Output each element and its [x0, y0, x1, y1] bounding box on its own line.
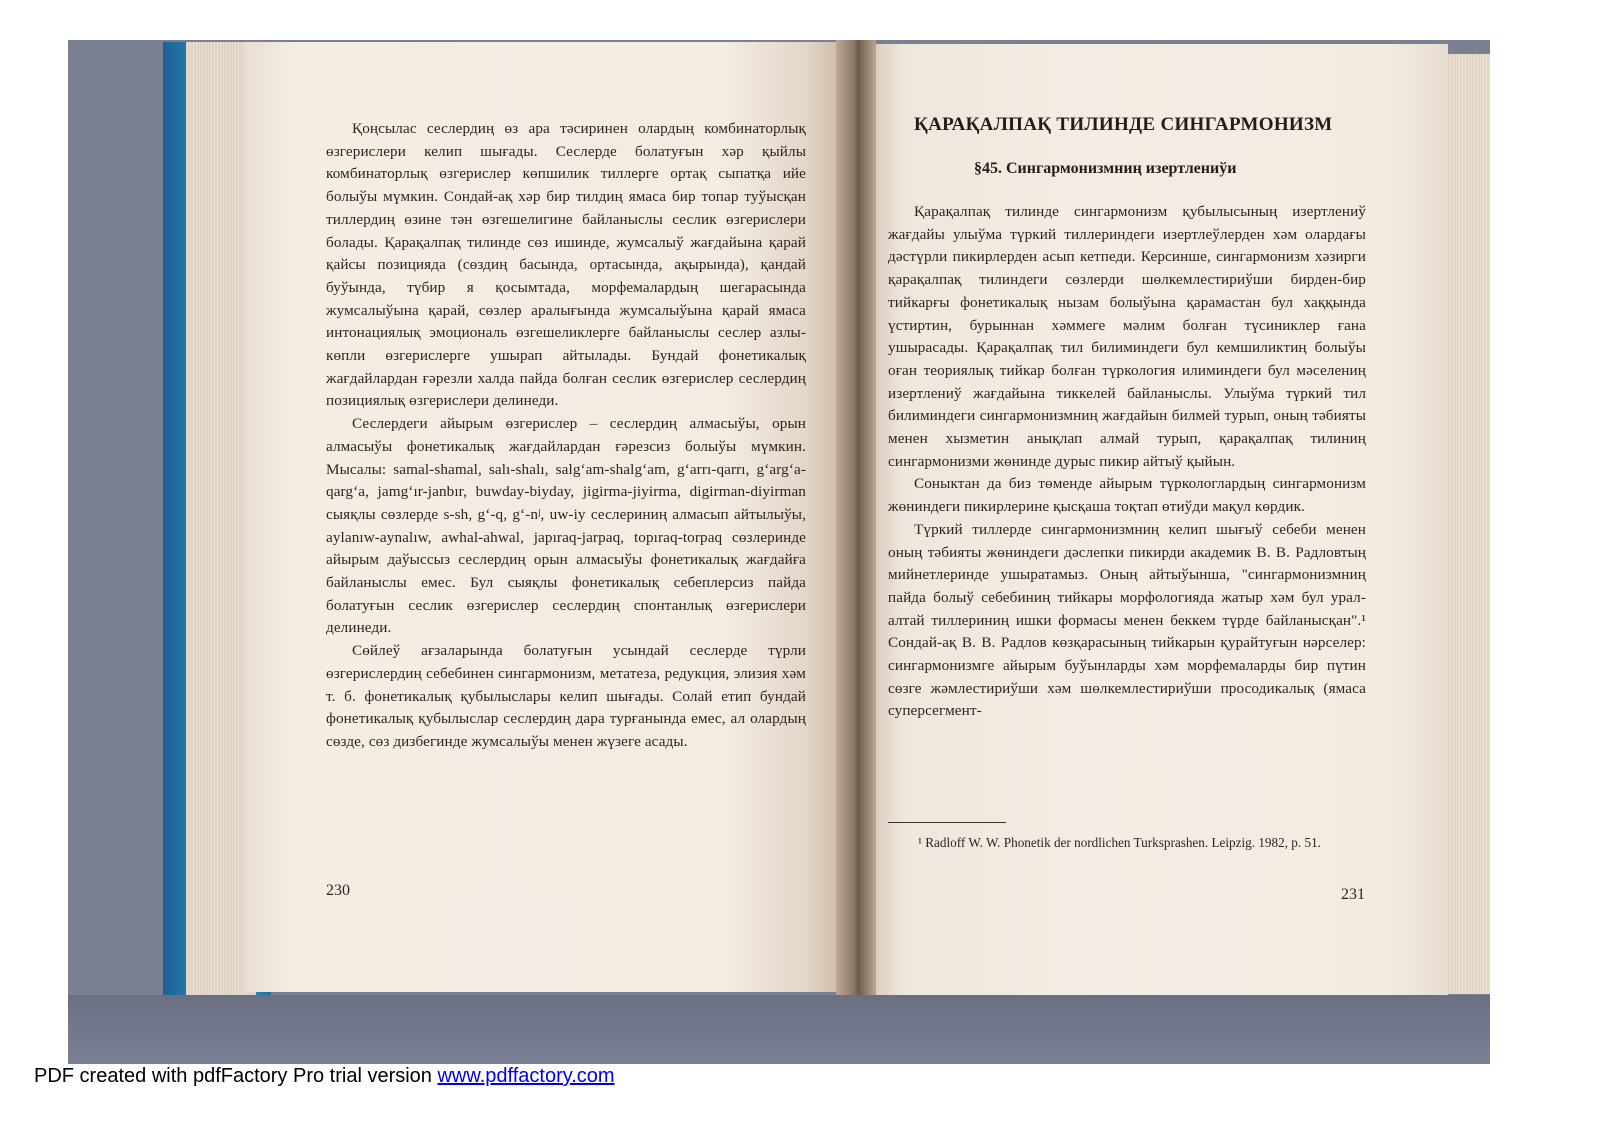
paragraph: Түркий тиллерде сингармонизмниң келип шығыў себеби менен оның тәбияты жөниндеги дәслепки пикирди академик В. В. Радловтың мийнетлеринде ушыратамыз. Оның айтыўынша, "сингармонизмниң пайда болыў себебиниң тийкары морфологияда жатыр хәм бул урал-алтай тиллериниң ишки формасы менен беккем түрде байланысқан".¹ Сондай-ақ В. В. Радлов көзқарасының тийкарын қурайтуғын нәрселер: сингармонизмге айырым буўынларды хәм морфемаларды бир пүтин сөзге жәмлестириўши хәм шөлкемлестириўши просодикалық (ямаса суперсегмент- [888, 520, 1366, 720]
footnote-rule [888, 822, 1006, 823]
paragraph: Қарақалпақ тилинде сингармонизм қубылысының изертлениў жағдайы улыўма түркий тиллериндеги изертлеўлерден хәм олардағы дәстүрли пикирлерден асып кетпеди. Керсинше, сингармонизм хәзирги қарақалпақ тилиндеги сөзлерди шөлкемлестириўши бирден-бир тийкарғы фонетикалық нызам болыўына қарамастан бул хаққында үстиртин, бурыннан хәммеге мәлим болған түсиниклер ғана ушырасады. Қарақалпақ тил билиминдеги бул кемшиликтиң болыўы оған теориялық тийкар болған түркология илиминдеги бул мәселениң изертлениў жағдайына тиккелей байланыслы. Улыўма түркий тил билиминдеги сингармонизмниң жағдайын билмей турып, оның тәбияты менен хызметин анықлап алмай турып, қарақалпақ тилиниң сингармонизми жөнинде дурыс пикир айтыў қыйын. [888, 203, 1366, 470]
book-gutter [836, 40, 876, 1002]
scan-background [68, 995, 1490, 1064]
paragraph: Қоңсылас сеслердиң өз ара тәсиринен олардың комбинаторлық өзгерислери келип шығады. Сеслерде болатуғын хәр қыйлы комбинаторлық өзгерислер көпшилик тиллерге ортақ сыпатқа ийе болыўы мүмкин. Сондай-ақ хәр бир тилдиң ямаса бир топар туўысқан тиллердиң өзине тән өзгешелигине байланыслы сеслик өзгерислери болады. Қарақалпақ тилинде сөз ишинде, жумсалыў жағдайына қарай қайсы позицияда (сөздиң басында, ортасында, ақырында), қандай буўында, түбир я қосымтада, морфемалардың шегарасында жумсалыўына қарай, сөзлер аралығында жумсалыўына қарай ямаса интонациялық эмоциональ өзгешеликлерге байланыслы сеслер азлы-көпли өзгерислерге ушырап айтылады. Бундай фонетикалық жағдайлардан ғәрезли халда пайда болған сеслик өзгерислер сеслердиң позициялық өзгерислери делинеди. [326, 120, 806, 410]
left-page-body [326, 118, 806, 754]
footer-text: PDF created with pdfFactory Pro trial version [34, 1065, 438, 1087]
chapter-title: ҚАРАҚАЛПАҚ ТИЛИНДЕ СИНГАРМОНИЗМ [914, 114, 1333, 135]
footnote: ¹ Radloff W. W. Phonetik der nordlichen Turksprashen. Leipzig. 1982, p. 51. [918, 835, 1321, 850]
pdf-footer [34, 1065, 615, 1088]
pdffactory-link[interactable]: www.pdffactory.com [437, 1065, 615, 1087]
paragraph: Сөйлеў ағзаларында болатуғын усындай сеслерде түрли өзгерислердиң себебинен сингармонизм, метатеза, редукция, элизия хәм т. б. фонетикалық қубылыслары келип шығады. Солай етип бундай фонетикалық қубылыслар сеслердиң дара турғанында емес, ал олардың сөзде, сөз дизбегинде жумсалыўы менен жүзеге асады. [326, 642, 806, 750]
scanned-book-spread [68, 40, 1490, 1064]
right-page-stack [1446, 54, 1490, 994]
paragraph: Соныктан да биз төменде айырым түркологлардың сингармонизм жөниндеги пикирлерине қысқаша тоқтап өтиўди мақул көрдик. [888, 475, 1366, 516]
right-page-body [888, 201, 1366, 723]
paragraph: Сеслердеги айырым өзгерислер – сеслердиң алмасыўы, орын алмасыўы фонетикалық жағдайлардан ғәрезсиз болыўы мүмкин. Мысалы: samal-shamal, salı-shalı, salgʻam-shalgʻam, gʻarrı-qarrı, gʻargʻa-qargʻa, jamgʻır-janbır, buwday-biyday, jigirma-jiyirma, digirman-diyirman сыяқлы сөзлерде s-sh, gʻ-q, gʻ-nʲ, uw-iy сеслериниң алмасып айтылыўы, aylanıw-aynalıw, awhal-ahwal, japıraq-jarpaq, topıraq-torpaq сөзлеринде айырым даўыссыз сеслердиң орын алмасыўы фонетикалық жағдайға байланыслы емес. Бул сыяқлы фонетикалық себеплерсиз пайда болатуғын сеслик өзгерислер сеслердиң спонтанлық өзгерислери делинеди. [326, 415, 806, 637]
section-title: §45. Сингармонизмниң изертлениўи [974, 160, 1237, 177]
page-number-left: 230 [326, 882, 350, 899]
page-number-right: 231 [1341, 886, 1365, 903]
